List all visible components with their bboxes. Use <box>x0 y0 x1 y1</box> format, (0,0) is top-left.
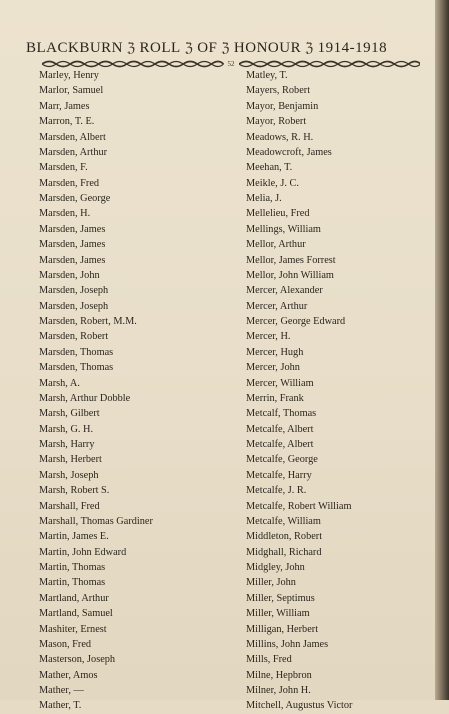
page-number: 52 <box>227 60 235 68</box>
list-item: Marsden, John <box>39 269 100 281</box>
list-item: Merrin, Frank <box>246 392 304 404</box>
list-item: Mellor, John William <box>246 269 334 281</box>
list-item: Marley, Henry <box>39 70 99 81</box>
list-item: Metcalfe, George <box>246 454 318 466</box>
list-item: Mellor, Arthur <box>246 239 306 251</box>
list-item: Miller, William <box>246 608 310 620</box>
list-item: Marsden, James <box>39 223 106 235</box>
list-item: Metcalfe, Robert William <box>246 500 352 512</box>
list-item: Marron, T. E. <box>39 116 95 128</box>
list-item: Mercer, H. <box>246 331 291 343</box>
list-item: Metcalfe, Harry <box>246 469 312 481</box>
list-item: Mercer, George Edward <box>246 316 346 327</box>
list-item: Mayor, Benjamin <box>246 100 319 112</box>
list-item: Mellor, James Forrest <box>246 254 336 266</box>
list-item: Mayor, Robert <box>246 116 307 128</box>
list-item: Martland, Arthur <box>39 592 109 604</box>
list-item: Midgley, John <box>246 562 305 573</box>
list-item: Marsh, G. H. <box>39 423 94 435</box>
list-item: Mercer, Arthur <box>246 300 308 312</box>
list-item: Marsh, Joseph <box>39 469 99 481</box>
list-item: Meehan, T. <box>246 162 293 174</box>
title-separator-icon: ℨ <box>184 40 194 55</box>
list-item: Mills, Fred <box>246 654 292 666</box>
list-item: Marsden, Joseph <box>39 285 109 297</box>
list-item: Miller, Septimus <box>246 592 315 604</box>
list-item: Marsh, Robert S. <box>39 485 110 497</box>
list-item: Martin, Thomas <box>39 562 106 573</box>
title-word-roll: ROLL <box>139 40 181 56</box>
names-column-left <box>39 68 153 714</box>
list-item: Metcalfe, J. R. <box>246 485 307 497</box>
list-item: Mitchell, Augustus Victor <box>246 700 353 712</box>
list-item: Millins, John James <box>246 638 329 650</box>
list-item: Mellings, William <box>246 223 321 235</box>
list-item: Marlor, Samuel <box>39 85 104 97</box>
list-item: Martland, Samuel <box>39 608 113 620</box>
list-item: Midghall, Richard <box>246 546 322 558</box>
list-item: Mason, Fred <box>39 638 92 650</box>
list-item: Martin, Thomas <box>39 577 106 589</box>
list-item: Marsh, A. <box>39 377 80 389</box>
list-item: Marsh, Herbert <box>39 454 102 466</box>
list-item: Marshall, Fred <box>39 500 100 512</box>
list-item: Marsden, Robert, M.M. <box>39 316 137 327</box>
list-item: Mercer, Hugh <box>246 346 304 358</box>
list-item: Marsden, Robert <box>39 331 109 343</box>
list-item: Metcalfe, Albert <box>246 423 314 435</box>
list-item: Milligan, Herbert <box>246 623 319 635</box>
list-item: Mercer, Alexander <box>246 285 323 297</box>
list-item: Milne, Hepbron <box>246 669 312 681</box>
list-item: Mayers, Robert <box>246 85 311 97</box>
list-item: Metcalfe, Albert <box>246 439 314 450</box>
list-item: Miller, John <box>246 577 296 589</box>
list-item: Marsden, Arthur <box>39 146 108 158</box>
list-item: Mather, Amos <box>39 669 98 681</box>
list-item: Meadowcroft, James <box>246 146 332 158</box>
names-column-right <box>246 68 352 714</box>
list-item: Marsden, James <box>39 254 106 266</box>
list-item: Martin, John Edward <box>39 546 127 558</box>
list-item: Martin, James E. <box>39 531 109 543</box>
list-item: Marsden, Thomas <box>39 362 114 374</box>
title-word-of: OF <box>197 40 218 56</box>
title-separator-icon: ℨ <box>305 40 314 55</box>
page-title <box>26 40 421 57</box>
list-item: Matley, T. <box>246 70 288 81</box>
list-item: Meikle, J. C. <box>246 177 299 189</box>
list-item: Marsh, Harry <box>39 439 95 450</box>
list-item: Masterson, Joseph <box>39 654 116 666</box>
list-item: Mercer, William <box>246 377 314 389</box>
list-item: Mercer, John <box>246 362 300 374</box>
title-separator-icon: ℨ <box>127 40 136 55</box>
title-word-honour: HONOUR <box>233 40 302 56</box>
list-item: Mellelieu, Fred <box>246 208 310 220</box>
book-spine-shadow <box>435 0 449 700</box>
list-item: Marsden, James <box>39 239 106 251</box>
list-item: Metcalf, Thomas <box>246 408 317 420</box>
list-item: Milner, John H. <box>246 685 311 696</box>
list-item: Marsh, Arthur Dobble <box>39 392 131 404</box>
title-years: 1914-1918 <box>317 40 388 56</box>
list-item: Marsden, Albert <box>39 131 106 143</box>
list-item: Mather, — <box>39 685 84 696</box>
list-item: Marsden, George <box>39 193 111 204</box>
list-item: Marshall, Thomas Gardiner <box>39 515 153 527</box>
list-item: Marsden, Joseph <box>39 300 109 312</box>
list-item: Marsden, F. <box>39 162 88 174</box>
list-item: Marsh, Gilbert <box>39 408 100 420</box>
list-item: Marsden, Thomas <box>39 346 114 358</box>
list-item: Mashiter, Ernest <box>39 623 107 635</box>
list-item: Marr, James <box>39 100 90 112</box>
list-item: Marsden, Fred <box>39 177 100 189</box>
list-item: Meadows, R. H. <box>246 131 314 143</box>
list-item: Mather, T. <box>39 700 82 712</box>
title-separator-icon: ℨ <box>221 40 230 55</box>
list-item: Metcalfe, William <box>246 515 321 527</box>
title-word-blackburn: BLACKBURN <box>26 40 124 56</box>
list-item: Middleton, Robert <box>246 531 323 543</box>
list-item: Marsden, H. <box>39 208 91 220</box>
list-item: Melia, J. <box>246 193 282 204</box>
